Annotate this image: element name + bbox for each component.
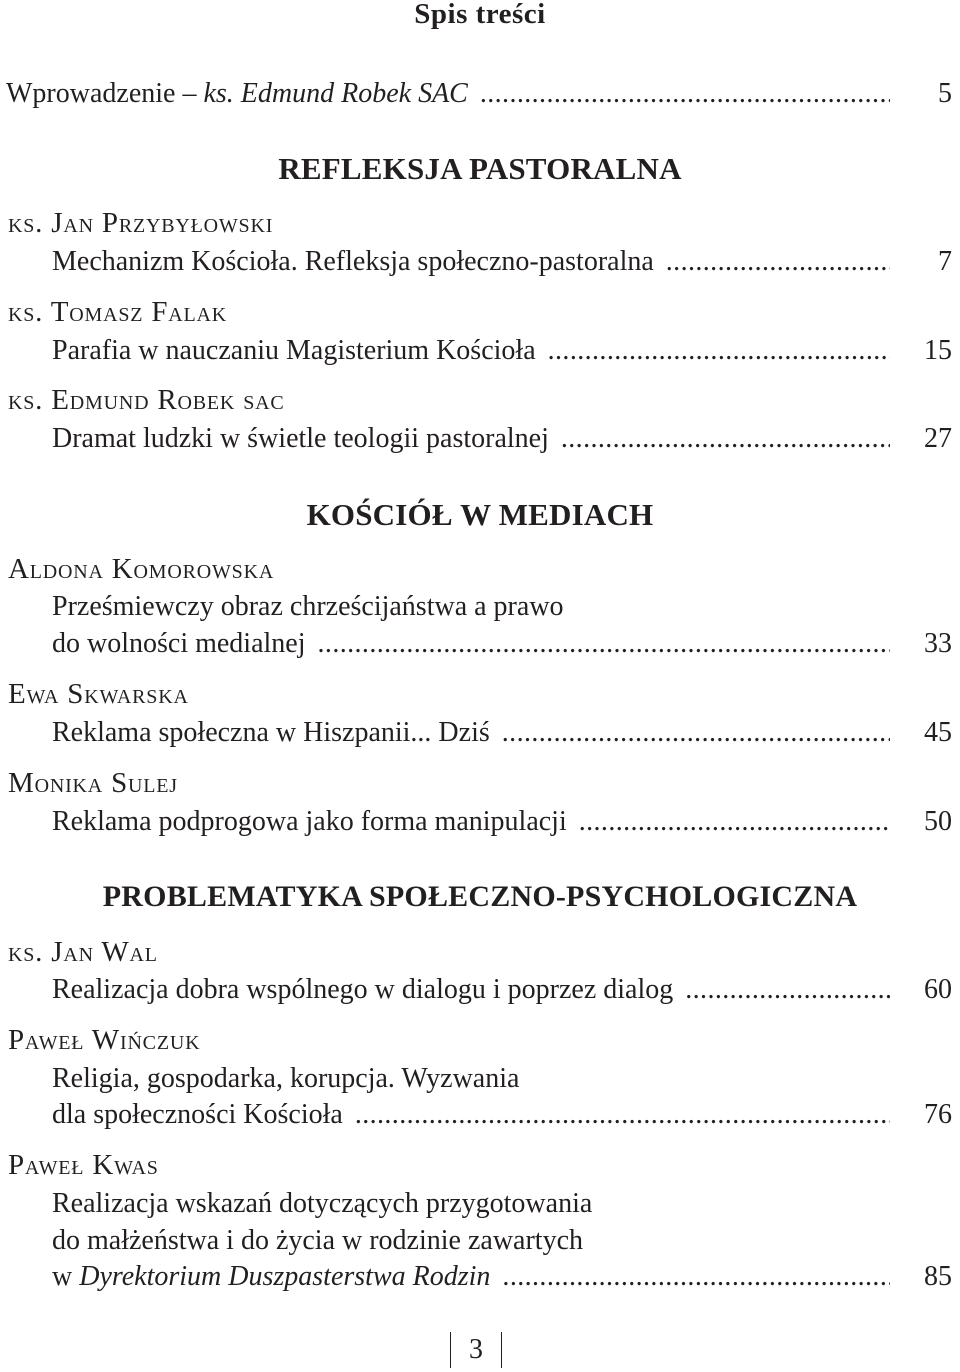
page-number: 60 bbox=[924, 974, 952, 1005]
dot-leader bbox=[579, 804, 890, 840]
intro-author: ks. Edmund Robek SAC bbox=[203, 78, 468, 109]
entry-title: dla społeczności Kościoła bbox=[52, 1099, 343, 1130]
page-number: 7 bbox=[938, 246, 952, 277]
entry-title-prefix: w bbox=[52, 1261, 80, 1292]
dot-leader bbox=[355, 1097, 890, 1133]
toc-entry[interactable] bbox=[0, 626, 960, 662]
dot-leader bbox=[502, 715, 890, 751]
toc-entry[interactable] bbox=[0, 421, 960, 457]
page-number: 76 bbox=[924, 1099, 952, 1130]
entry-title-line: do małżeństwa i do życia w rodzinie zawartych bbox=[52, 1225, 584, 1256]
entry-title: Mechanizm Kościoła. Refleksja społeczno-pastoralna bbox=[52, 246, 654, 277]
page-number: 27 bbox=[924, 423, 952, 454]
entry-title: do wolności medialnej bbox=[52, 628, 306, 659]
page-number: 50 bbox=[924, 806, 952, 837]
section-heading-problematyka: PROBLEMATYKA SPOŁECZNO-PSYCHOLOGICZNA bbox=[102, 880, 858, 913]
dot-leader bbox=[318, 626, 890, 662]
section-heading-refleksja: REFLEKSJA PASTORALNA bbox=[278, 151, 682, 186]
dot-leader bbox=[685, 972, 890, 1008]
entry-title: Reklama podprogowa jako forma manipulacji bbox=[52, 806, 567, 837]
entry-title-line: Religia, gospodarka, korupcja. Wyzwania bbox=[52, 1063, 520, 1094]
page-number: 85 bbox=[924, 1261, 952, 1292]
page-title: Spis treści bbox=[414, 0, 546, 30]
toc-entry[interactable] bbox=[0, 1259, 960, 1295]
page-number: 5 bbox=[938, 78, 952, 109]
entry-author: ks. Jan Wal bbox=[8, 936, 158, 968]
page-number: 45 bbox=[924, 717, 952, 748]
entry-author: Monika Sulej bbox=[8, 767, 178, 799]
entry-author: ks. Edmund Robek sac bbox=[8, 384, 285, 416]
toc-entry[interactable] bbox=[0, 804, 960, 840]
entry-title: Dramat ludzki w świetle teologii pastoralnej bbox=[52, 423, 549, 454]
entry-author: ks. Tomasz Falak bbox=[8, 296, 227, 328]
entry-author: Paweł Kwas bbox=[8, 1149, 159, 1181]
toc-entry[interactable] bbox=[0, 715, 960, 751]
entry-author: Paweł Wińczuk bbox=[8, 1024, 201, 1056]
page-number: 15 bbox=[924, 335, 952, 366]
entry-title bbox=[52, 1259, 490, 1295]
entry-title-line: Prześmiewczy obraz chrześcijaństwa a prawo bbox=[52, 591, 564, 622]
dot-leader bbox=[480, 76, 890, 112]
section-heading-media: KOŚCIÓŁ W MEDIACH bbox=[306, 497, 654, 532]
toc-entry[interactable] bbox=[0, 244, 960, 280]
page-number: 33 bbox=[924, 628, 952, 659]
entry-author: Aldona Komorowska bbox=[8, 553, 275, 585]
dot-leader bbox=[548, 333, 890, 369]
toc-entry[interactable] bbox=[0, 972, 960, 1008]
dot-leader bbox=[666, 244, 890, 280]
entry-title-italic: Dyrektorium Duszpasterstwa Rodzin bbox=[79, 1261, 491, 1292]
entry-title: Parafia w nauczaniu Magisterium Kościoła bbox=[52, 335, 536, 366]
entry-author: ks. Jan Przybyłowski bbox=[8, 207, 274, 239]
entry-title-line: Realizacja wskazań dotyczących przygotowania bbox=[52, 1188, 593, 1219]
footer-page-number: 3 bbox=[450, 1332, 502, 1368]
entry-title: Reklama społeczna w Hiszpanii... Dziś bbox=[52, 717, 490, 748]
toc-entry[interactable] bbox=[0, 1097, 960, 1133]
entry-title: Realizacja dobra wspólnego w dialogu i poprzez dialog bbox=[52, 974, 674, 1005]
toc-entry-intro[interactable] bbox=[0, 76, 960, 112]
entry-title bbox=[6, 76, 468, 112]
dot-leader bbox=[502, 1259, 890, 1295]
dot-leader bbox=[561, 421, 890, 457]
intro-text: Wprowadzenie – bbox=[6, 78, 204, 109]
entry-author: Ewa Skwarska bbox=[8, 678, 189, 710]
toc-entry[interactable] bbox=[0, 333, 960, 369]
